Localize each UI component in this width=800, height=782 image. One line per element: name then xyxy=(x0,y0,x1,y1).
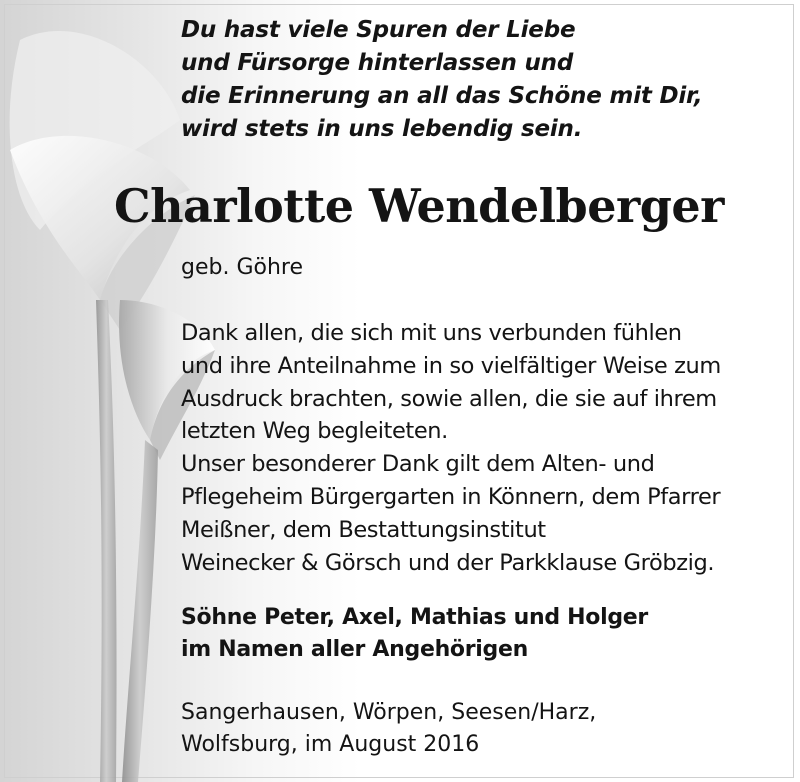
thanks-line: Ausdruck brachten, sowie allen, die sie auf ihrem xyxy=(181,385,717,412)
place-and-date xyxy=(181,697,596,761)
poem-line: wird stets in uns lebendig sein. xyxy=(181,116,583,142)
signer-line: im Namen aller Angehörigen xyxy=(181,637,528,662)
signers xyxy=(181,602,648,666)
signer-line: Söhne Peter, Axel, Mathias und Holger xyxy=(181,605,648,630)
thanks-line: Dank allen, die sich mit uns verbunden fühlen xyxy=(181,320,682,346)
poem-line: Du hast viele Spuren der Liebe xyxy=(181,17,576,43)
place-line: Sangerhausen, Wörpen, Seesen/Harz, xyxy=(181,700,597,725)
thanks-line: Pflegeheim Bürgergarten in Könnern, dem Pfarrer xyxy=(181,483,721,510)
memorial-poem xyxy=(181,14,702,146)
poem-line: und Fürsorge hinterlassen und xyxy=(181,50,574,76)
thanks-line: Unser besonderer Dank gilt dem Alten- und xyxy=(181,451,655,478)
maiden-name: geb. Göhre xyxy=(181,255,303,280)
thanks-line: Weinecker & Görsch und der Parkklause Gröbzig. xyxy=(181,549,715,576)
thanks-paragraph xyxy=(181,317,721,579)
thanks-line: und ihre Anteilnahme in so vielfältiger Weise zum xyxy=(181,352,721,379)
poem-line: die Erinnerung an all das Schöne mit Dir, xyxy=(181,83,703,109)
thanks-line: Meißner, dem Bestattungsinstitut xyxy=(181,516,546,543)
place-line: Wolfsburg, im August 2016 xyxy=(181,732,480,757)
deceased-name: Charlotte Wendelberger xyxy=(114,179,724,233)
thanks-line: letzten Weg begleiteten. xyxy=(181,418,448,445)
